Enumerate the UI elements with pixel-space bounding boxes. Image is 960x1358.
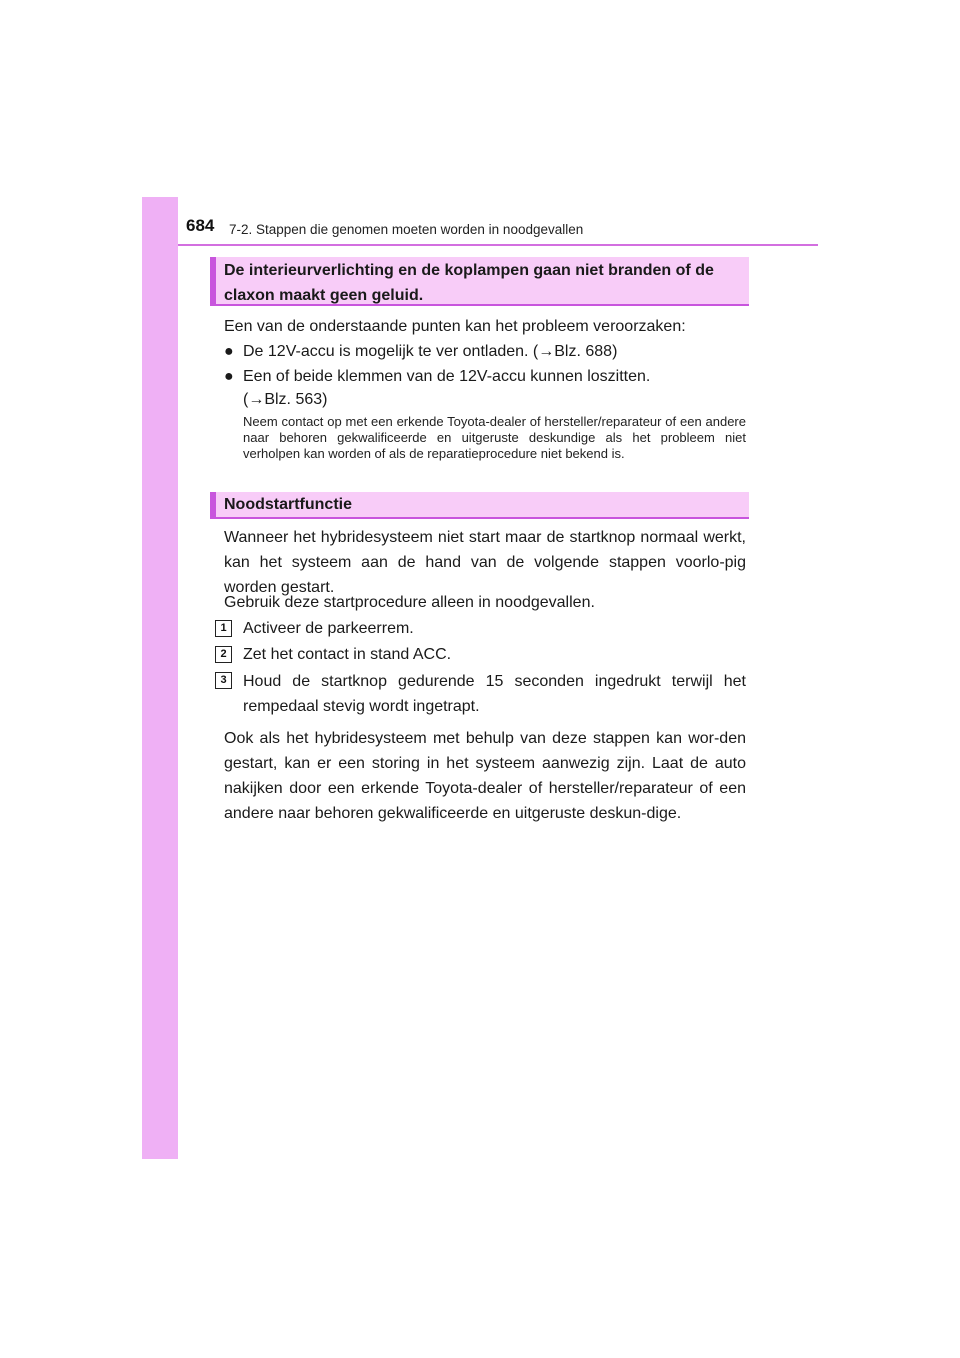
header-divider [178, 244, 818, 246]
section2-intro2: Gebruik deze startprocedure alleen in noodgevallen. [224, 594, 595, 611]
page-number: 684 [186, 216, 215, 235]
step-text-2: Zet het contact in stand ACC. [243, 646, 452, 663]
bullet-item-battery: De 12V-accu is mogelijk te ver ontladen. (→Blz. 688) [243, 343, 618, 360]
section-heading-emergency-start [210, 492, 749, 519]
section1-intro: Een van de onderstaande punten kan het probleem veroorzaken: [224, 318, 686, 335]
chapter-header: 7-2. Stappen die genomen moeten worden in noodgevallen [229, 222, 584, 237]
section-title-line2: claxon maakt geen geluid. [224, 287, 424, 304]
step-number-2: 2 [215, 646, 232, 663]
step-number-1: 1 [215, 620, 232, 637]
step-text-1: Activeer de parkeerrem. [243, 620, 414, 637]
section1-note: Neem contact op met een erkende Toyota-dealer of hersteller/reparateur of een andere naar behoren gekwalificeerde en uitgeruste deskundige als het probleem niet verholpen kan worden of als de reparatieprocedure niet bekend is. [243, 414, 746, 461]
section-title: Noodstartfunctie [224, 496, 352, 513]
side-strip [142, 197, 178, 1159]
step-number-3: 3 [215, 672, 232, 689]
bullet-item-terminals: Een of beide klemmen van de 12V-accu kunnen loszitten. [243, 368, 651, 385]
bullet-icon: ● [224, 343, 234, 360]
section2-intro: Wanneer het hybridesysteem niet start maar de startknop normaal werkt, kan het systeem aan de hand van de volgende stappen voorlo-pig worden gestart. [224, 529, 746, 596]
section2-closing: Ook als het hybridesysteem met behulp van deze stappen kan wor-den gestart, kan er een storing in het systeem aanwezig zijn. Laat de auto nakijken door een erkende Toyota-dealer of hersteller/reparateur of een andere naar behoren gekwalificeerde en uitgeruste deskun-dige. [224, 730, 746, 822]
section-heading-lights [210, 257, 749, 306]
bullet-item-terminals-ref: (→Blz. 563) [243, 391, 328, 408]
bullet-icon: ● [224, 368, 234, 385]
section-title-line1: De interieurverlichting en de koplampen gaan niet branden of de [224, 262, 714, 279]
step-text-3: Houd de startknop gedurende 15 seconden ingedrukt terwijl het rempedaal stevig wordt ingetrapt. [243, 673, 746, 715]
